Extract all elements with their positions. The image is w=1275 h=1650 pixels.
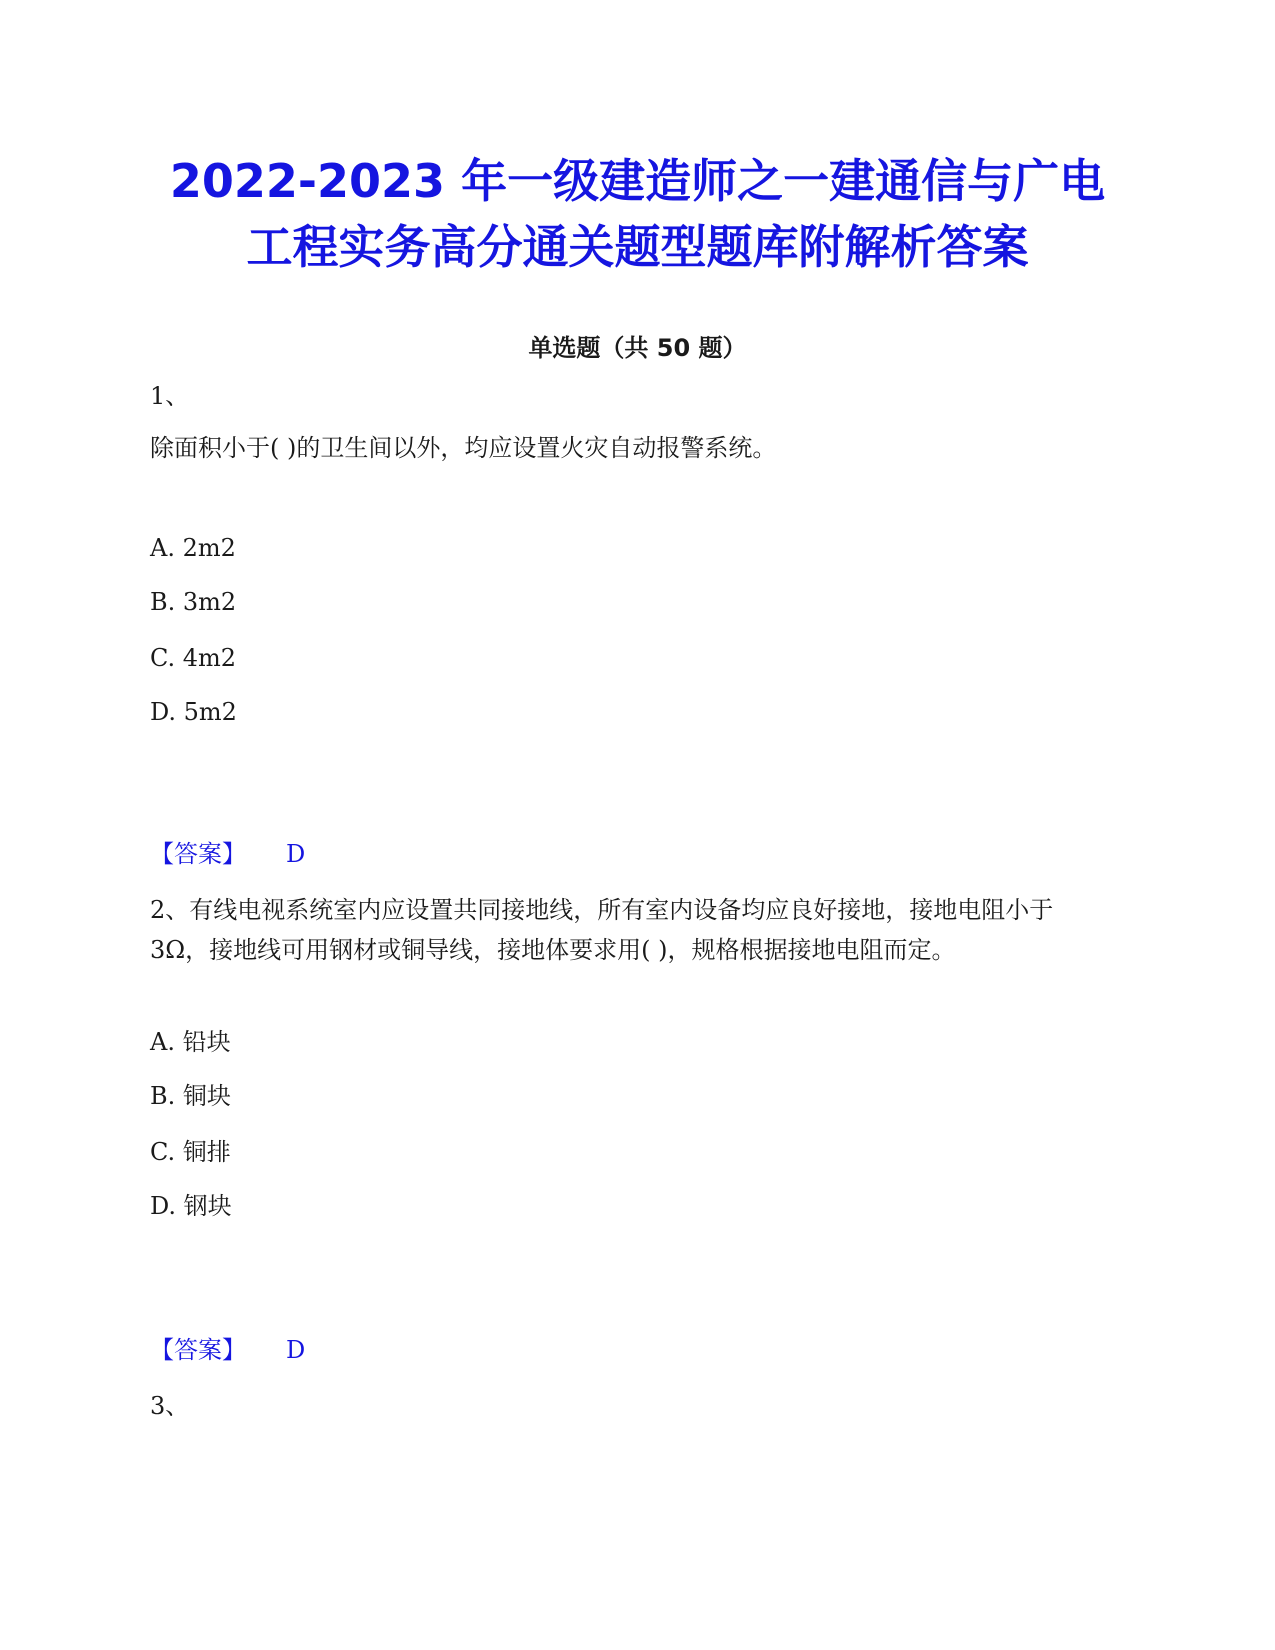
document-title-line-2: 工程实务高分通关题型题库附解析答案 xyxy=(246,220,1029,274)
answer-value: D xyxy=(286,1336,306,1364)
question-1-answer xyxy=(150,834,305,874)
question-1-number: 1、 xyxy=(150,382,190,410)
question-2-option-c: C. 铜排 xyxy=(150,1138,231,1166)
question-1-stem: 除面积小于( )的卫生间以外，均应设置火灾自动报警系统。 xyxy=(150,434,777,462)
question-2-option-a: A. 铅块 xyxy=(150,1028,231,1056)
section-heading: 单选题（共 50 题） xyxy=(528,334,747,362)
question-3-number: 3、 xyxy=(150,1392,190,1420)
question-1-option-b: B. 3m2 xyxy=(150,588,237,616)
answer-label: 【答案】 xyxy=(150,840,246,868)
answer-label: 【答案】 xyxy=(150,1336,246,1364)
question-2-option-d: D. 钢块 xyxy=(150,1192,232,1220)
document-title-line-1: 2022-2023 年一级建造师之一建通信与广电 xyxy=(169,154,1106,208)
question-2-answer xyxy=(150,1330,305,1370)
question-1-option-d: D. 5m2 xyxy=(150,698,237,726)
question-1-option-c: C. 4m2 xyxy=(150,644,237,672)
question-2-stem: 2、有线电视系统室内应设置共同接地线，所有室内设备均应良好接地，接地电阻小于 3Ω，接地线可用钢材或铜导线，接地体要求用( )，规格根据接地电阻而定。 xyxy=(150,896,1054,964)
answer-value: D xyxy=(286,840,306,868)
question-2-option-b: B. 铜块 xyxy=(150,1082,231,1110)
question-1-option-a: A. 2m2 xyxy=(150,534,236,562)
